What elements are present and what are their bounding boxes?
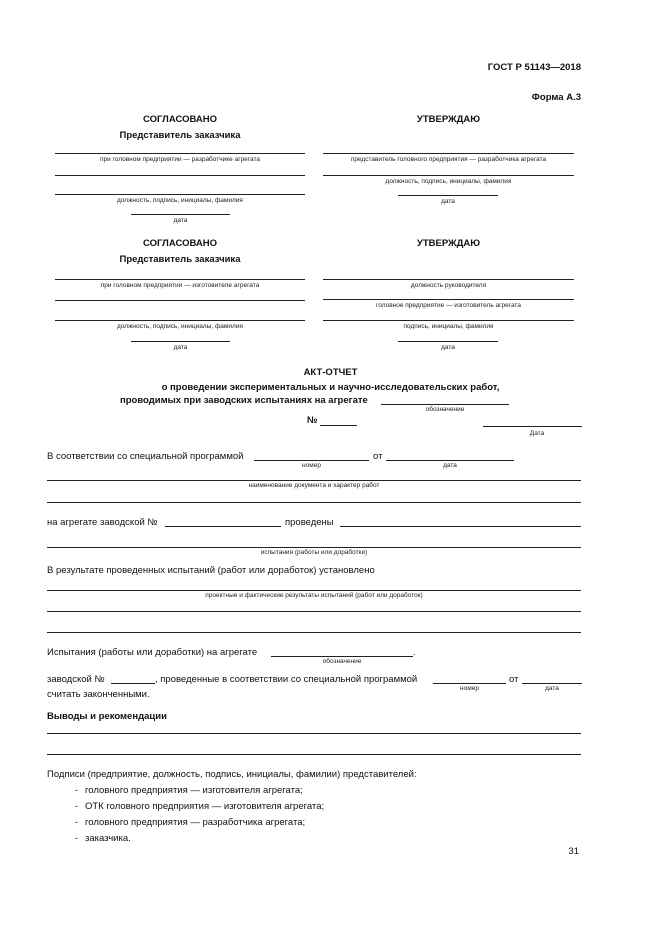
date-line[interactable] (398, 195, 498, 196)
signature-list-item: заказчика. (85, 833, 131, 844)
page-number: 31 (568, 846, 579, 857)
customer-rep-label-2: Представитель заказчика (119, 254, 241, 265)
field-caption: дата (173, 344, 188, 351)
field-caption: должность, подпись, инициалы, фамилия (117, 323, 243, 330)
field-caption: подпись, инициалы, фамилия (403, 323, 494, 330)
approve-title-2: УТВЕРЖДАЮ (416, 238, 481, 249)
field-caption: должность, подпись, инициалы, фамилия (385, 178, 512, 185)
act-subtitle-line1: о проведении экспериментальных и научно-исследовательских работ, (161, 382, 500, 393)
field-caption: Дата (529, 430, 545, 437)
unit-serial-text: на агрегате заводской № (47, 517, 158, 528)
signature-line[interactable] (323, 279, 574, 280)
signature-line[interactable] (323, 175, 574, 176)
signature-line[interactable] (55, 300, 305, 301)
signature-line[interactable] (55, 153, 305, 154)
date-line[interactable] (398, 341, 498, 342)
period: . (413, 647, 416, 658)
signature-line[interactable] (323, 299, 574, 300)
conducted-text: , проведенные в соответствии со специальной программой (155, 674, 418, 685)
bullet: - (75, 801, 79, 812)
standard-number: ГОСТ Р 51143—2018 (487, 62, 581, 73)
field-caption: дата (173, 217, 188, 224)
act-number-line[interactable] (320, 425, 357, 426)
field-caption: при головном предприятии — разработчике агрегата (99, 156, 261, 163)
serial-text: заводской № (47, 674, 105, 685)
field-caption: наименование документа и характер работ (248, 482, 380, 489)
signature-line[interactable] (55, 279, 305, 280)
unit-designation-line[interactable] (381, 404, 509, 405)
conclusions-line[interactable] (47, 754, 581, 755)
program-number-line[interactable] (254, 460, 369, 461)
field-caption: испытания (работы или доработки) (260, 549, 368, 556)
conducted-line[interactable] (340, 526, 581, 527)
program-date-line[interactable] (386, 460, 514, 461)
results-line[interactable] (47, 611, 581, 612)
signature-list-item: головного предприятия — разработчика агрегата; (85, 817, 306, 828)
signatures-intro: Подписи (предприятие, должность, подпись, инициалы, фамилии) представителей: (47, 769, 417, 780)
results-text: В результате проведенных испытаний (работ или доработок) установлено (47, 565, 375, 576)
from-label: от (509, 674, 519, 685)
date-line[interactable] (131, 341, 230, 342)
bullet: - (75, 817, 79, 828)
results-line[interactable] (47, 590, 581, 591)
field-caption: должность, подпись, инициалы, фамилия (117, 197, 243, 204)
unit-line[interactable] (271, 656, 413, 657)
signature-list-item: ОТК головного предприятия — изготовителя агрегата; (85, 801, 325, 812)
signature-list-item: головного предприятия — изготовителя агрегата; (85, 785, 303, 796)
act-date-line[interactable] (483, 426, 582, 427)
date-line[interactable] (131, 214, 230, 215)
field-caption: номер (460, 685, 479, 692)
act-subtitle-line2: проводимых при заводских испытаниях на агрегате (120, 395, 368, 406)
field-caption: обозначение (322, 658, 362, 665)
tests-on-unit-text: Испытания (работы или доработки) на агрегате (47, 647, 258, 658)
field-caption: дата (545, 685, 559, 692)
form-label: Форма А.3 (531, 92, 581, 103)
field-caption: обозначение (425, 406, 465, 413)
serial-number-line[interactable] (111, 683, 155, 684)
program-text: В соответствии со специальной программой (47, 451, 244, 462)
signature-line[interactable] (323, 320, 574, 321)
document-line[interactable] (47, 480, 581, 481)
customer-rep-label-1: Представитель заказчика (119, 130, 241, 141)
conclusions-title: Выводы и рекомендации (47, 711, 167, 722)
completed-text: считать законченными. (47, 689, 150, 700)
conclusions-line[interactable] (47, 733, 581, 734)
approve-title-1: УТВЕРЖДАЮ (416, 114, 481, 125)
results-line[interactable] (47, 632, 581, 633)
tests-line[interactable] (47, 547, 581, 548)
bullet: - (75, 833, 79, 844)
program-number-line[interactable] (433, 683, 506, 684)
field-caption: представитель головного предприятия — разработчика агрегата (350, 156, 547, 163)
field-caption: номер (302, 462, 321, 469)
field-caption: при головном предприятии — изготовителе агрегата (100, 282, 260, 289)
field-caption: головное предприятие — изготовитель агрегата (376, 302, 521, 309)
signature-line[interactable] (55, 320, 305, 321)
signature-line[interactable] (323, 153, 574, 154)
from-label: от (373, 451, 383, 462)
agreed-title-1: СОГЛАСОВАНО (143, 114, 217, 125)
bullet: - (75, 785, 79, 796)
act-title: АКТ-ОТЧЕТ (303, 367, 358, 378)
field-caption: проектные и фактические результаты испытаний (работ или доработок) (205, 592, 423, 599)
signature-line[interactable] (55, 175, 305, 176)
conducted-label: проведены (285, 517, 334, 528)
signature-line[interactable] (55, 194, 305, 195)
program-date-line[interactable] (522, 683, 582, 684)
field-caption: дата (441, 198, 455, 205)
field-caption: дата (443, 462, 457, 469)
document-line[interactable] (47, 502, 581, 503)
act-number-label: № (307, 415, 318, 426)
field-caption: дата (441, 344, 455, 351)
agreed-title-2: СОГЛАСОВАНО (143, 238, 217, 249)
serial-number-line[interactable] (165, 526, 281, 527)
field-caption: должность руководителя (410, 282, 487, 289)
